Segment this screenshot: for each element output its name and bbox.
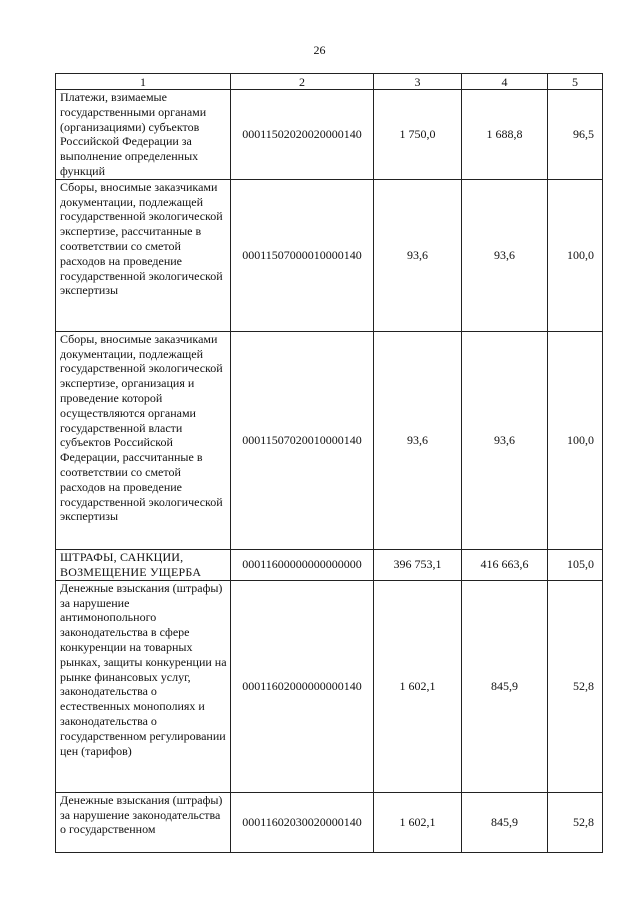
row-name: Платежи, взимаемые государственными органами (организациями) субъектов Российской Федерации за выполнение определенных функций bbox=[56, 90, 231, 180]
row-value-3: 396 753,1 bbox=[374, 549, 462, 580]
row-code: 00011602030020000140 bbox=[231, 792, 374, 852]
row-value-5: 52,8 bbox=[548, 792, 603, 852]
row-name: Денежные взыскания (штрафы) за нарушение законодательства о государственном bbox=[56, 792, 231, 852]
row-name: Сборы, вносимые заказчиками документации, подлежащей государственной экологической экспертизе, рассчитанные в соответствии со сметой расходов на проведение государственной экологической экспертизы bbox=[56, 179, 231, 331]
row-value-5: 100,0 bbox=[548, 179, 603, 331]
header-col-3: 3 bbox=[374, 74, 462, 90]
row-value-4: 845,9 bbox=[462, 792, 548, 852]
row-value-5: 100,0 bbox=[548, 331, 603, 549]
row-value-4: 93,6 bbox=[462, 331, 548, 549]
row-value-3: 1 750,0 bbox=[374, 90, 462, 180]
header-col-1: 1 bbox=[56, 74, 231, 90]
row-code: 00011600000000000000 bbox=[231, 549, 374, 580]
table-row bbox=[56, 792, 603, 852]
budget-table bbox=[55, 73, 603, 853]
table-row bbox=[56, 549, 603, 580]
row-value-3: 1 602,1 bbox=[374, 580, 462, 792]
row-code: 00011507020010000140 bbox=[231, 331, 374, 549]
table-row bbox=[56, 331, 603, 549]
row-name: Сборы, вносимые заказчиками документации, подлежащей государственной экологической экспертизе, организация и проведение которой осуществляются органами государственной власти субъектов Российской Федерации, рассчитанные в соответствии со сметой расходов на проведение государственной экологической экспертизы bbox=[56, 331, 231, 549]
row-code: 00011507000010000140 bbox=[231, 179, 374, 331]
table-row bbox=[56, 179, 603, 331]
table-row bbox=[56, 90, 603, 180]
row-code: 00011602000000000140 bbox=[231, 580, 374, 792]
row-value-3: 1 602,1 bbox=[374, 792, 462, 852]
row-code: 00011502020020000140 bbox=[231, 90, 374, 180]
table-header-row bbox=[56, 74, 603, 90]
row-value-4: 845,9 bbox=[462, 580, 548, 792]
row-name: ШТРАФЫ, САНКЦИИ, ВОЗМЕЩЕНИЕ УЩЕРБА bbox=[56, 549, 231, 580]
row-value-4: 1 688,8 bbox=[462, 90, 548, 180]
row-value-4: 416 663,6 bbox=[462, 549, 548, 580]
header-col-4: 4 bbox=[462, 74, 548, 90]
row-value-3: 93,6 bbox=[374, 331, 462, 549]
header-col-5: 5 bbox=[548, 74, 603, 90]
row-value-4: 93,6 bbox=[462, 179, 548, 331]
table-row bbox=[56, 580, 603, 792]
row-value-3: 93,6 bbox=[374, 179, 462, 331]
row-value-5: 96,5 bbox=[548, 90, 603, 180]
row-value-5: 105,0 bbox=[548, 549, 603, 580]
page-number: 26 bbox=[313, 43, 326, 57]
header-col-2: 2 bbox=[231, 74, 374, 90]
row-value-5: 52,8 bbox=[548, 580, 603, 792]
row-name: Денежные взыскания (штрафы) за нарушение антимонопольного законодательства в сфере конкуренции на товарных рынках, защиты конкуренции на рынке финансовых услуг, законодательства о естественных монополиях и законодательства о государственном регулировании цен (тарифов) bbox=[56, 580, 231, 792]
